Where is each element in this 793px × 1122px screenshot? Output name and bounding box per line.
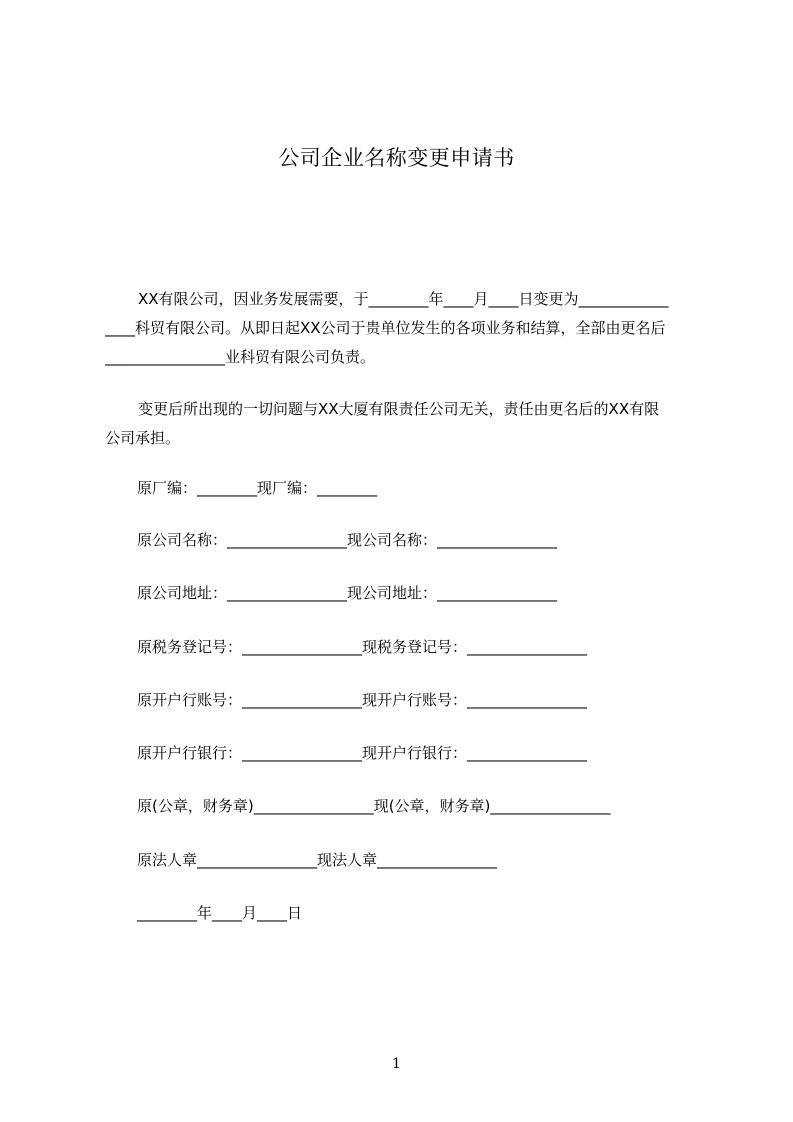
paragraph-line: ________________业科贸有限公司负责。 [105, 348, 376, 366]
company-name-field: 原公司名称：________________现公司名称：________________ [137, 531, 558, 549]
bank-account-field: 原开户行账号：________________现开户行账号：________________ [137, 691, 588, 709]
legal-seal-field: 原法人章________________现法人章________________ [137, 851, 498, 869]
paragraph-line: 公司承担。 [105, 429, 181, 447]
tax-number-field: 原税务登记号：________________现税务登记号：________________ [137, 638, 588, 656]
document-title: 公司企业名称变更申请书 [278, 146, 515, 170]
paragraph-line: 变更后所出现的一切问题与XX大厦有限责任公司无关，责任由更名后的XX有限 [138, 400, 660, 418]
paragraph-line: ____科贸有限公司。从即日起XX公司于贵单位发生的各项业务和结算，全部由更名后 [105, 319, 666, 337]
bank-name-field: 原开户行银行：________________现开户行银行：________________ [137, 744, 588, 762]
factory-code-field: 原厂编：________现厂编：________ [137, 479, 378, 497]
page-number: 1 [392, 1056, 401, 1072]
paragraph-line: XX有限公司，因业务发展需要，于________年____月____日变更为____________ [138, 290, 669, 308]
paragraph-name-change [105, 285, 702, 372]
date-field: ________年____月____日 [137, 904, 303, 922]
seal-field: 原(公章，财务章)________________现(公章，财务章)________________ [137, 797, 611, 815]
paragraph-liability [105, 395, 702, 453]
company-address-field: 原公司地址：________________现公司地址：________________ [137, 584, 558, 602]
